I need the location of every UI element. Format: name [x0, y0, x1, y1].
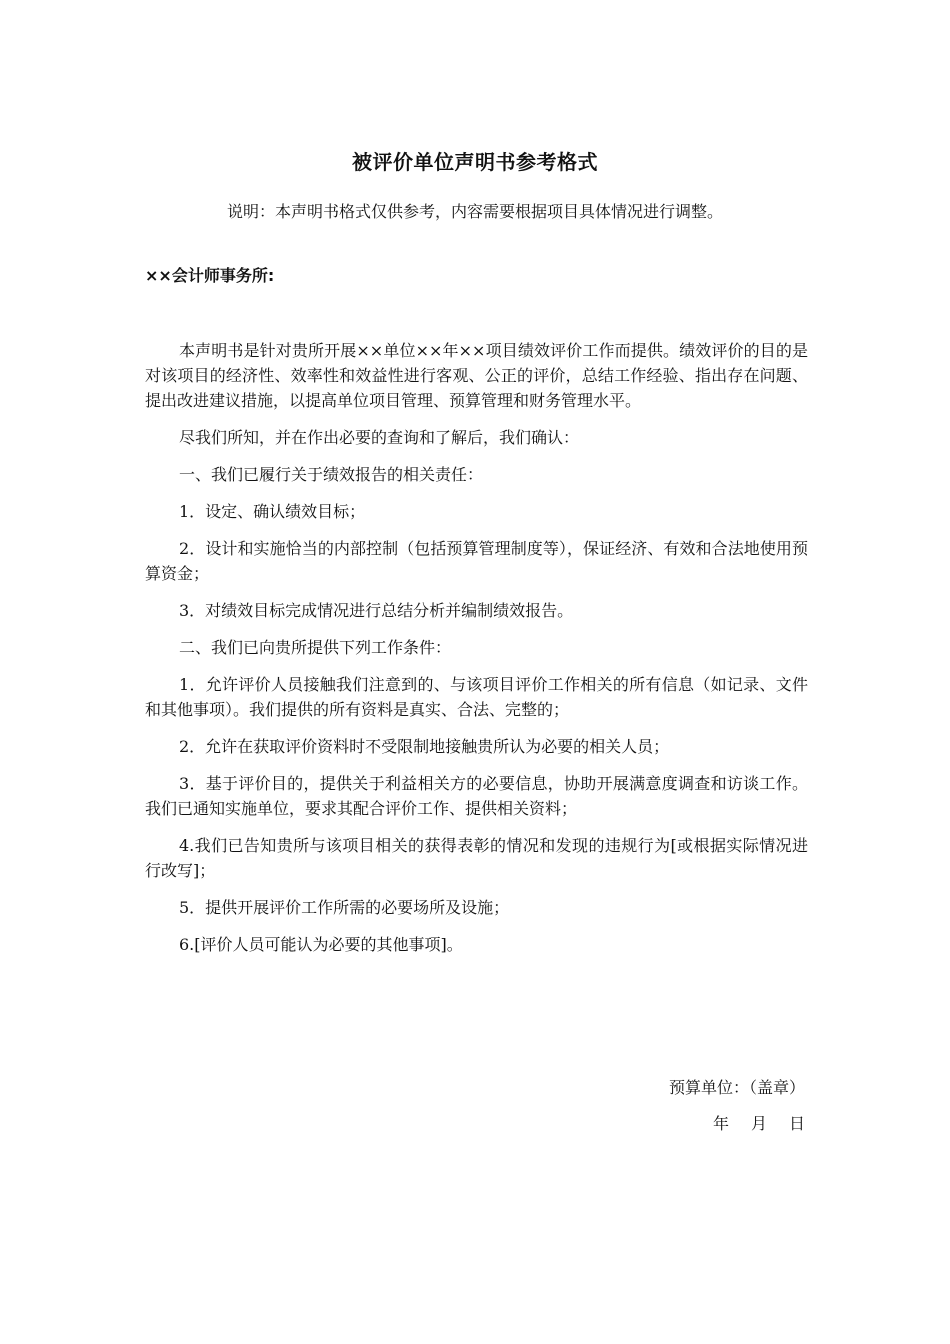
signature-date — [669, 1106, 805, 1142]
list-item: 3．对绩效目标完成情况进行总结分析并编制绩效报告。 — [179, 601, 574, 620]
usage-note: 说明：本声明书格式仅供参考，内容需要根据项目具体情况进行调整。 — [226, 202, 723, 221]
paragraph-intro: 本声明书是针对贵所开展××单位××年××项目绩效评价工作而提供。绩效评价的目的是对该项目的经济性、效率性和效益性进行客观、公正的评价，总结工作经验、指出存在问题、提出改进建议措施，以提高单位项目管理、预算管理和财务管理水平。 — [145, 341, 808, 410]
list-item: 5．提供开展评价工作所需的必要场所及设施； — [179, 898, 510, 917]
document-title: 被评价单位声明书参考格式 — [352, 150, 598, 174]
declaration-body — [145, 338, 808, 969]
list-item: 1．设定、确认绩效目标； — [179, 502, 366, 521]
paragraph-confirm: 尽我们所知，并在作出必要的查询和了解后，我们确认： — [179, 428, 580, 447]
addressee: ××会计师事务所: — [145, 266, 275, 285]
signing-unit: 预算单位：（盖章） — [668, 1078, 805, 1097]
section-heading-conditions: 二、我们已向贵所提供下列工作条件： — [179, 638, 452, 657]
list-item: 3．基于评价目的，提供关于利益相关方的必要信息，协助开展满意度调查和访谈工作。我们已通知实施单位，要求其配合评价工作、提供相关资料； — [145, 774, 808, 818]
list-item: 2．允许在获取评价资料时不受限制地接触贵所认为必要的相关人员； — [179, 737, 670, 756]
list-item: 2．设计和实施恰当的内部控制（包括预算管理制度等），保证经济、有效和合法地使用预算资金； — [145, 539, 808, 583]
date-month: 月 — [750, 1114, 767, 1133]
signature-block — [669, 1070, 805, 1142]
date-year: 年 — [712, 1114, 729, 1133]
date-day: 日 — [788, 1114, 805, 1133]
list-item: 4.我们已告知贵所与该项目相关的获得表彰的情况和发现的违规行为[或根据实际情况进行改写]； — [145, 836, 808, 880]
section-heading-responsibilities: 一、我们已履行关于绩效报告的相关责任： — [179, 465, 484, 484]
list-item: 1．允许评价人员接触我们注意到的、与该项目评价工作相关的所有信息（如记录、文件和其他事项）。我们提供的所有资料是真实、合法、完整的； — [145, 675, 808, 719]
list-item: 6.[评价人员可能认为必要的其他事项]。 — [179, 935, 463, 954]
